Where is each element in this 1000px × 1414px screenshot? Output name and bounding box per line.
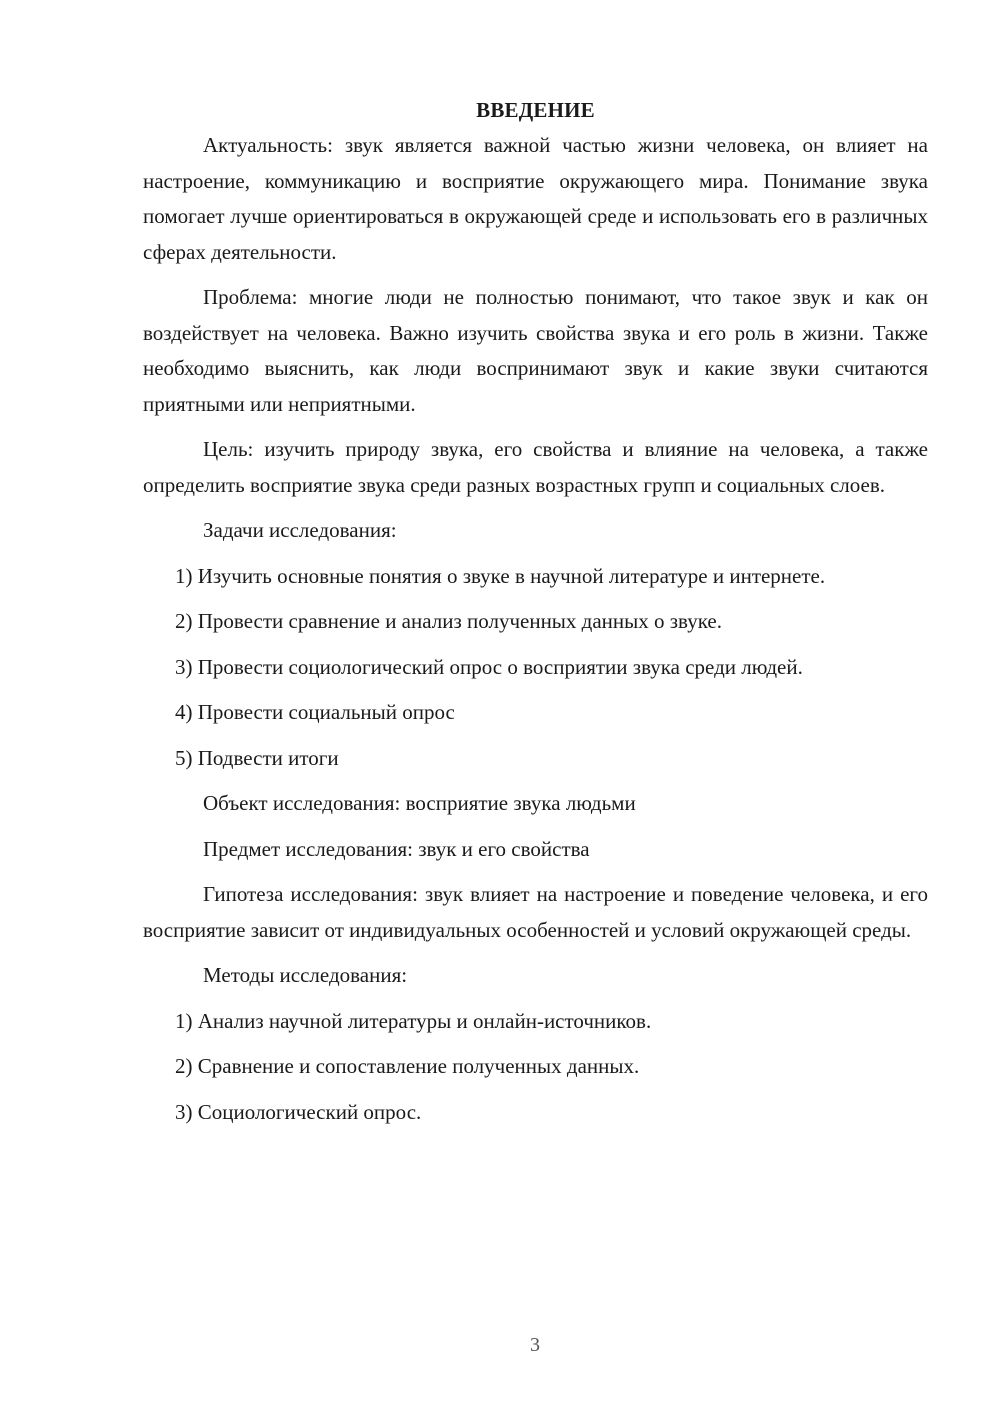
task-item-4: 4) Провести социальный опрос <box>175 700 455 724</box>
task-item-3: 3) Провести социологический опрос о восприятии звука среди людей. <box>175 654 803 679</box>
page-number: 3 <box>530 1334 540 1356</box>
task-item-2: 2) Провести сравнение и анализ полученных данных о звуке. <box>175 609 723 633</box>
method-item-3: 3) Социологический опрос. <box>175 1099 422 1124</box>
object-line: Объект исследования: восприятие звука людьми <box>203 791 636 815</box>
goal-paragraph: Цель: изучить природу звука, его свойства и влияние на человека, а также определить восприятие звука среди разных возрастных групп и социальных слоев. <box>143 437 928 497</box>
method-item-1: 1) Анализ научной литературы и онлайн-источников. <box>175 1008 652 1033</box>
method-item-2: 2) Сравнение и сопоставление полученных данных. <box>175 1054 640 1078</box>
problem-paragraph: Проблема: многие люди не полностью понимают, что такое звук и как он воздействует на человека. Важно изучить свойства звука и его роль в жизни. Также необходимо выяснить, как люди воспринимают звук и какие звуки считаются приятными или неприятными. <box>143 285 928 416</box>
task-item-1: 1) Изучить основные понятия о звуке в научной литературе и интернете. <box>175 563 826 588</box>
hypothesis-paragraph: Гипотеза исследования: звук влияет на настроение и поведение человека, и его восприятие зависит от индивидуальных особенностей и условий окружающей среды. <box>143 882 928 942</box>
tasks-label: Задачи исследования: <box>203 518 397 542</box>
methods-label: Методы исследования: <box>203 963 408 987</box>
section-heading: ВВЕДЕНИЕ <box>476 98 595 122</box>
task-item-5: 5) Подвести итоги <box>175 745 339 770</box>
relevance-paragraph: Актуальность: звук является важной частью жизни человека, он влияет на настроение, коммуникацию и восприятие окружающего мира. Понимание звука помогает лучше ориентироваться в окружающей среде и использовать его в различных сферах деятельности. <box>143 133 928 264</box>
document-page <box>143 96 928 1140</box>
subject-line: Предмет исследования: звук и его свойства <box>203 836 590 861</box>
